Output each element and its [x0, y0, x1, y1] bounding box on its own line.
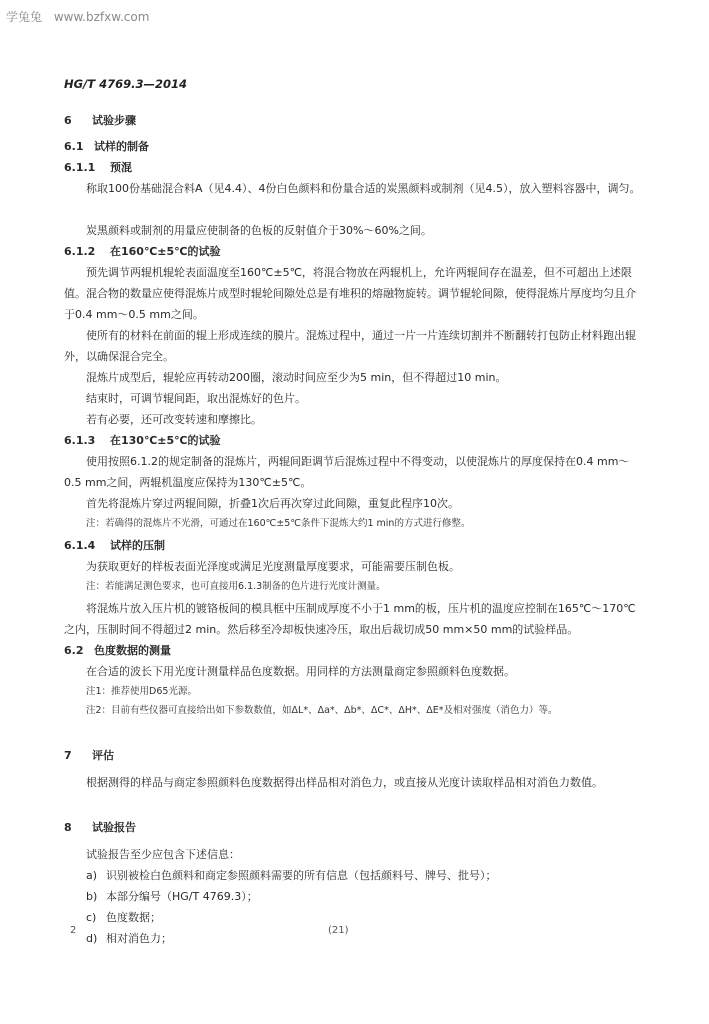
list-item: a) 识别被检白色颜料和商定参照颜料需要的所有信息（包括颜料号、牌号、批号）；: [86, 869, 497, 882]
standard-number: HG/T 4769.3—2014: [64, 77, 187, 91]
section-6-1-3-heading: 6.1.3 在130℃±5℃的试验: [64, 434, 221, 447]
paragraph: 结束时，可调节辊间距，取出混炼好的色片。: [86, 392, 306, 405]
note: 注1：推荐使用D65光源。: [86, 686, 197, 697]
paragraph: 使所有的材料在前面的辊上形成连续的膜片。混炼过程中，通过一片一片连续切割并不断翻转打包防止材料跑出辊外，以确保混合完全。: [64, 329, 636, 363]
watermark-brand: 学兔兔: [6, 10, 43, 24]
note: 注2：目前有些仪器可直接给出如下参数数值，如ΔL*、Δa*、Δb*、ΔC*、ΔH*、ΔE*及相对强度（消色力）等。: [86, 705, 558, 716]
paragraph: 混炼片成型后，辊轮应再转动200圈，滚动时间应至少为5 min，但不得超过10 min。: [86, 371, 507, 384]
section-6-1-heading: 6.1 试样的制备: [64, 140, 149, 153]
paragraph: 将混炼片放入压片机的镀铬板间的模具框中压制成厚度不小于1 mm的板，压片机的温度应控制在165℃～170℃之内，压制时间不得超过2 min。然后移至冷却板快速冷压，取出后裁切成50 mm×50 mm的试验样品。: [64, 602, 636, 636]
paragraph: 称取100份基础混合料A（见4.4）、4份白色颜料和份量合适的炭黑颜料或制剂（见4.5），放入塑料容器中，调匀。: [86, 182, 641, 195]
list-item: d) 相对消色力；: [86, 932, 172, 945]
note: 注：若确得的混炼片不光滑，可通过在160℃±5℃条件下混炼大约1 min的方式进行修整。: [86, 518, 471, 529]
paragraph: 炭黑颜料或制剂的用量应使制备的色板的反射值介于30%～60%之间。: [86, 224, 432, 237]
list-item: c) 色度数据；: [86, 911, 161, 924]
paragraph: 在合适的波长下用光度计测量样品色度数据。用同样的方法测量商定参照颜料色度数据。: [86, 665, 515, 678]
watermark: [6, 8, 149, 25]
note: 注：若能满足测色要求，也可直接用6.1.3制备的色片进行光度计测量。: [86, 581, 386, 592]
section-6-1-4-heading: 6.1.4 试样的压制: [64, 539, 165, 552]
list-item: b) 本部分编号（HG/T 4769.3）；: [86, 890, 258, 903]
paragraph: 试验报告至少应包含下述信息：: [86, 848, 240, 861]
section-8-heading: 8 试验报告: [64, 821, 136, 834]
paragraph: 首先将混炼片穿过两辊间隙，折叠1次后再次穿过此间隙，重复此程序10次。: [86, 497, 459, 510]
paragraph: 若有必要，还可改变转速和摩擦比。: [86, 413, 262, 426]
section-6-2-heading: 6.2 色度数据的测量: [64, 644, 171, 657]
paragraph: 使用按照6.1.2的规定制备的混炼片，两辊间距调节后混炼过程中不得变动，以使混炼片的厚度保持在0.4 mm～0.5 mm之间，两辊机温度应保持为130℃±5℃。: [64, 455, 630, 489]
paragraph: 为获取更好的样板表面光泽度或满足光度测量厚度要求，可能需要压制色板。: [86, 560, 460, 573]
paragraph: 根据测得的样品与商定参照颜料色度数据得出样品相对消色力，或直接从光度计读取样品相对消色力数值。: [86, 776, 603, 789]
section-6-heading: 6 试验步骤: [64, 114, 136, 127]
section-7-heading: 7 评估: [64, 749, 114, 762]
watermark-site: www.bzfxw.com: [53, 10, 150, 24]
section-6-1-2-heading: 6.1.2 在160℃±5℃的试验: [64, 245, 221, 258]
paragraph: 预先调节两辊机辊轮表面温度至160℃±5℃，将混合物放在两辊机上，允许两辊间存在温差，但不可超出上述限值。混合物的数量应使得混炼片成型时辊轮间隙处总是有堆积的熔融物旋转。调节辊轮间隙，使得混炼片厚度均匀且介于0.4 mm～0.5 mm之间。: [64, 266, 636, 321]
page-number-center: (21): [328, 925, 349, 936]
section-6-1-1-heading: 6.1.1 预混: [64, 161, 132, 174]
page-number-left: 2: [70, 925, 77, 936]
